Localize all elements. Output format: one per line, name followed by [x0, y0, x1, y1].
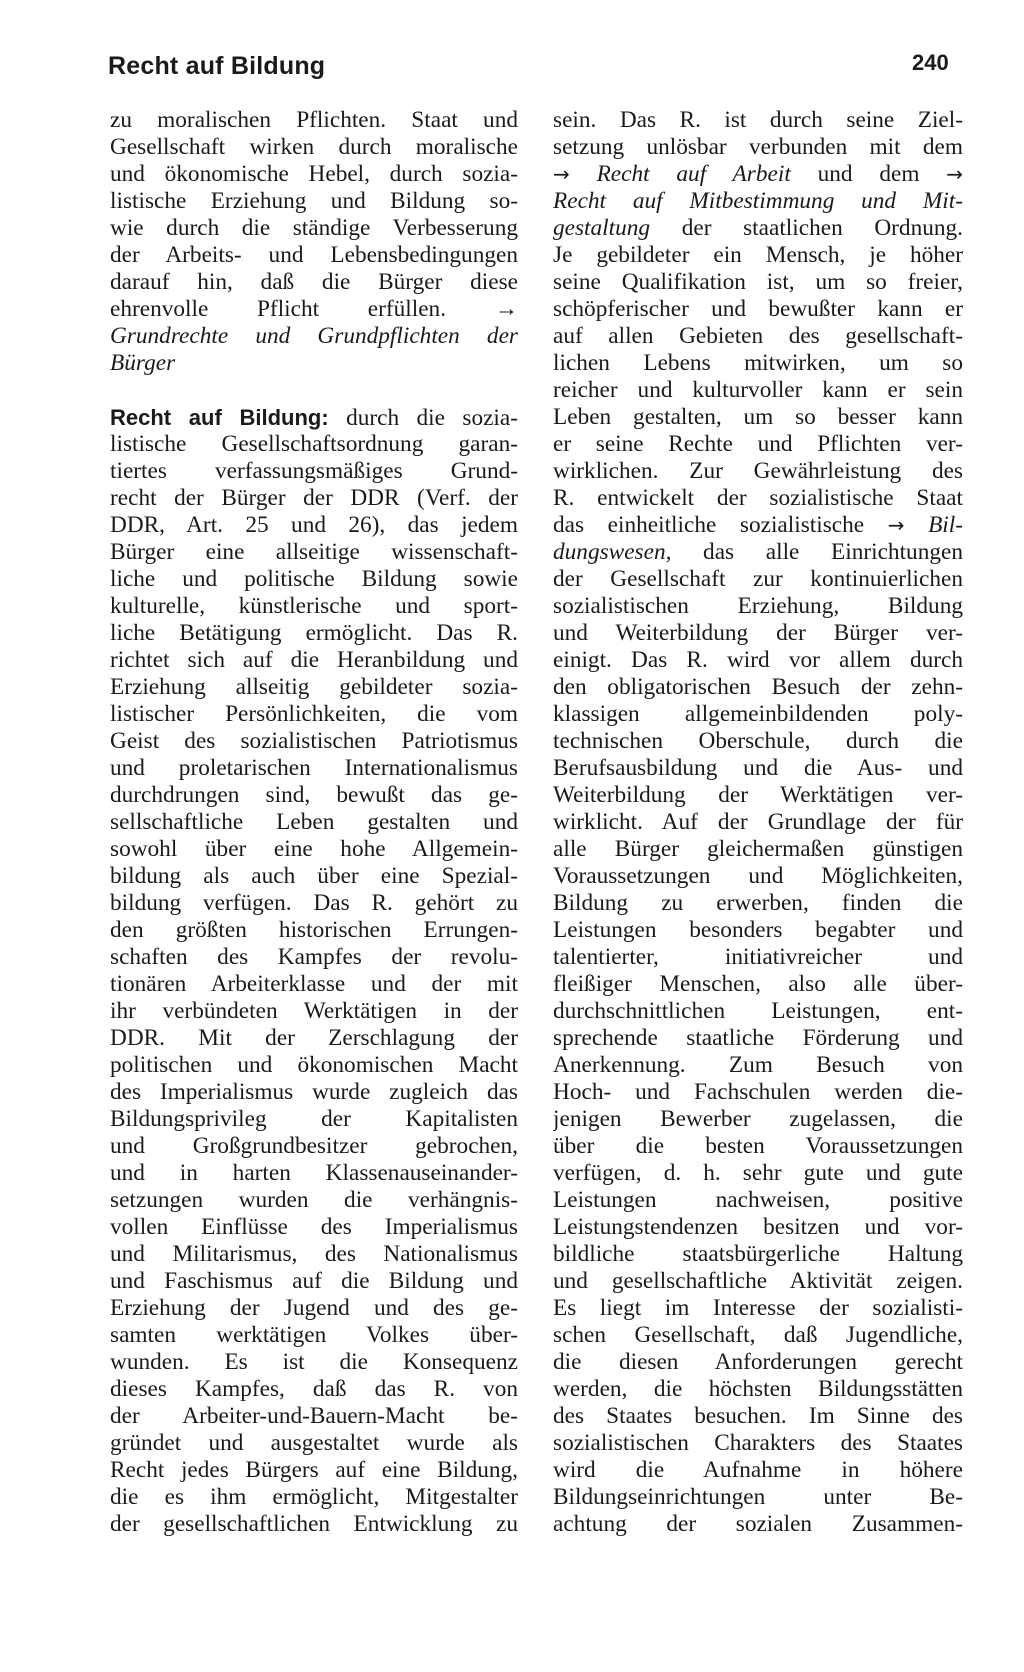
entry-heading-line: Recht auf Bildung: durch die sozia-	[110, 405, 518, 431]
arrow-right-icon: →	[553, 162, 570, 186]
text-line: über die besten Voraussetzungen	[553, 1133, 963, 1159]
cross-reference-line: gestaltung der staatlichen Ordnung.	[553, 215, 963, 241]
text-line: und Militarismus, des Nationalismus	[110, 1241, 518, 1267]
text-line: vollen Einflüsse des Imperialismus	[110, 1214, 518, 1240]
paragraph-gap	[110, 377, 518, 404]
text-line: sowohl über eine hohe Allgemein-	[110, 836, 518, 862]
text-line: Bildung zu erwerben, finden die	[553, 890, 963, 916]
cross-reference-line: → Recht auf Arbeit und dem →	[553, 161, 963, 187]
text-line: R. entwickelt der sozialistische Staat	[553, 485, 963, 511]
text-line: bildung verfügen. Das R. gehört zu	[110, 890, 518, 916]
text-line: alle Bürger gleichermaßen günstigen	[553, 836, 963, 862]
text-line: Geist des sozialistischen Patriotismus	[110, 728, 518, 754]
text-line: der Arbeits- und Lebensbedingungen	[110, 242, 518, 268]
text-line: fleißiger Menschen, also alle über-	[553, 971, 963, 997]
text-line: listischer Persönlichkeiten, die vom	[110, 701, 518, 727]
text-line: setzungen wurden die verhängnis-	[110, 1187, 518, 1213]
text-line: talentierter, initiativreicher und	[553, 944, 963, 970]
text-line: durchdrungen sind, bewußt das ge-	[110, 782, 518, 808]
text-line: bildung als auch über eine Spezial-	[110, 863, 518, 889]
text-line: richtet sich auf die Heranbildung und	[110, 647, 518, 673]
text-line: sozialistischen Charakters des Staates	[553, 1430, 963, 1456]
text-line: klassigen allgemeinbildenden poly-	[553, 701, 963, 727]
text-line: schen Gesellschaft, daß Jugendliche,	[553, 1322, 963, 1348]
text-line: Bildungseinrichtungen unter Be-	[553, 1484, 963, 1510]
text-line: auf allen Gebieten des gesellschaft-	[553, 323, 963, 349]
text-line: setzung unlösbar verbunden mit dem	[553, 134, 963, 160]
text-line: wunden. Es ist die Konsequenz	[110, 1349, 518, 1375]
text-line: und ökonomische Hebel, durch sozia-	[110, 161, 518, 187]
text-line: achtung der sozialen Zusammen-	[553, 1511, 963, 1537]
text-line: verfügen, d. h. sehr gute und gute	[553, 1160, 963, 1186]
arrow-right-icon: →	[887, 513, 905, 537]
text-line: liche und politische Bildung sowie	[110, 566, 518, 592]
text-line: und Faschismus auf die Bildung und	[110, 1268, 518, 1294]
text-line: liche Betätigung ermöglicht. Das R.	[110, 620, 518, 646]
text-line: und in harten Klassenauseinander-	[110, 1160, 518, 1186]
text-line: DDR, Art. 25 und 26), das jedem	[110, 512, 518, 538]
text-line: dieses Kampfes, daß das R. von	[110, 1376, 518, 1402]
text-line: sellschaftliche Leben gestalten und	[110, 809, 518, 835]
page-header-title: Recht auf Bildung	[108, 52, 326, 80]
cross-reference-line: Recht auf Mitbestimmung und Mit-	[553, 188, 963, 214]
text-line: einigt. Das R. wird vor allem durch	[553, 647, 963, 673]
text-line: der Gesellschaft zur kontinuierlichen	[553, 566, 963, 592]
text-line: er seine Rechte und Pflichten ver-	[553, 431, 963, 457]
page-number: 240	[912, 50, 949, 75]
text-line: Leistungen besonders begabter und	[553, 917, 963, 943]
text-line: Bürger eine allseitige wissenschaft-	[110, 539, 518, 565]
text-line: Erziehung allseitig gebildeter sozia-	[110, 674, 518, 700]
text-line: politischen und ökonomischen Macht	[110, 1052, 518, 1078]
text-line: technischen Oberschule, durch die	[553, 728, 963, 754]
text-line: zu moralischen Pflichten. Staat und	[110, 107, 518, 133]
text-line: seine Qualifikation ist, um so freier,	[553, 269, 963, 295]
text-line: Bildungsprivileg der Kapitalisten	[110, 1106, 518, 1132]
text-line: kulturelle, künstlerische und sport-	[110, 593, 518, 619]
text-line: samten werktätigen Volkes über-	[110, 1322, 518, 1348]
text-line: den obligatorischen Besuch der zehn-	[553, 674, 963, 700]
text-line: und proletarischen Internationalismus	[110, 755, 518, 781]
text-line: des Imperialismus wurde zugleich das	[110, 1079, 518, 1105]
text-line: lichen Lebens mitwirken, um so	[553, 350, 963, 376]
text-line: Erziehung der Jugend und des ge-	[110, 1295, 518, 1321]
text-line: Leistungstendenzen besitzen und vor-	[553, 1214, 963, 1240]
text-line: listische Gesellschaftsordnung garan-	[110, 431, 518, 457]
text-line: den größten historischen Errungen-	[110, 917, 518, 943]
text-line: wie durch die ständige Verbesserung	[110, 215, 518, 241]
cross-reference: Bil-	[928, 512, 963, 538]
text-line: sein. Das R. ist durch seine Ziel-	[553, 107, 963, 133]
cross-reference-line: Grundrechte und Grundpflichten der	[110, 323, 518, 349]
cross-reference: gestaltung	[553, 215, 651, 241]
text-line: Gesellschaft wirken durch moralische	[110, 134, 518, 160]
text-line: tionären Arbeiterklasse und der mit	[110, 971, 518, 997]
text-line: darauf hin, daß die Bürger diese	[110, 269, 518, 295]
text-line: DDR. Mit der Zerschlagung der	[110, 1025, 518, 1051]
cross-reference: dungswesen,	[553, 539, 672, 565]
text-line: des Staates besuchen. Im Sinne des	[553, 1403, 963, 1429]
text-line: reicher und kulturvoller kann er sein	[553, 377, 963, 403]
text-line: die es ihm ermöglicht, Mitgestalter	[110, 1484, 518, 1510]
text-line: Hoch- und Fachschulen werden die-	[553, 1079, 963, 1105]
text-line: der gesellschaftlichen Entwicklung zu	[110, 1511, 518, 1537]
right-text-column	[553, 107, 963, 1538]
text-line: schöpferischer und bewußter kann er	[553, 296, 963, 322]
text-line: werden, die höchsten Bildungsstätten	[553, 1376, 963, 1402]
cross-reference-line: Bürger	[110, 350, 176, 376]
text-line: Recht jedes Bürgers auf eine Bildung,	[110, 1457, 518, 1483]
text-line: listische Erziehung und Bildung so-	[110, 188, 518, 214]
text-line: Weiterbildung der Werktätigen ver-	[553, 782, 963, 808]
text-line: bildliche staatsbürgerliche Haltung	[553, 1241, 963, 1267]
cross-reference: Recht auf Arbeit	[596, 161, 791, 187]
text-line: Voraussetzungen und Möglichkeiten,	[553, 863, 963, 889]
text-line: Leben gestalten, um so besser kann	[553, 404, 963, 430]
cross-reference-line: dungswesen, das alle Einrichtungen	[553, 539, 963, 565]
text-line: wird die Aufnahme in höhere	[553, 1457, 963, 1483]
text-line: sprechende staatliche Förderung und	[553, 1025, 963, 1051]
text-line: die diesen Anforderungen gerecht	[553, 1349, 963, 1375]
cross-reference-line: das einheitliche sozialistische → Bil-	[553, 512, 963, 538]
text-line: ehrenvolle Pflicht erfüllen. →	[110, 296, 518, 322]
arrow-right-icon: →	[946, 162, 963, 186]
text-line: Berufsausbildung und die Aus- und	[553, 755, 963, 781]
text-line: wirklicht. Auf der Grundlage der für	[553, 809, 963, 835]
text-line: und Weiterbildung der Bürger ver-	[553, 620, 963, 646]
text-line: jenigen Bewerber zugelassen, die	[553, 1106, 963, 1132]
text-line: wirklichen. Zur Gewährleistung des	[553, 458, 963, 484]
text-line: Anerkennung. Zum Besuch von	[553, 1052, 963, 1078]
text-line: der Arbeiter-und-Bauern-Macht be-	[110, 1403, 518, 1429]
text-line: gründet und ausgestaltet wurde als	[110, 1430, 518, 1456]
entry-headword: Recht auf Bildung:	[110, 405, 329, 430]
text-line: tiertes verfassungsmäßiges Grund-	[110, 458, 518, 484]
text-line: schaften des Kampfes der revolu-	[110, 944, 518, 970]
text-line: Je gebildeter ein Mensch, je höher	[553, 242, 963, 268]
text-line: Leistungen nachweisen, positive	[553, 1187, 963, 1213]
text-line: durchschnittlichen Leistungen, ent-	[553, 998, 963, 1024]
text-line: Es liegt im Interesse der sozialisti-	[553, 1295, 963, 1321]
left-text-column	[110, 107, 518, 1538]
text-line: recht der Bürger der DDR (Verf. der	[110, 485, 518, 511]
text-line: und gesellschaftliche Aktivität zeigen.	[553, 1268, 963, 1294]
text-line: sozialistischen Erziehung, Bildung	[553, 593, 963, 619]
text-line: ihr verbündeten Werktätigen in der	[110, 998, 518, 1024]
text-line: und Großgrundbesitzer gebrochen,	[110, 1133, 518, 1159]
